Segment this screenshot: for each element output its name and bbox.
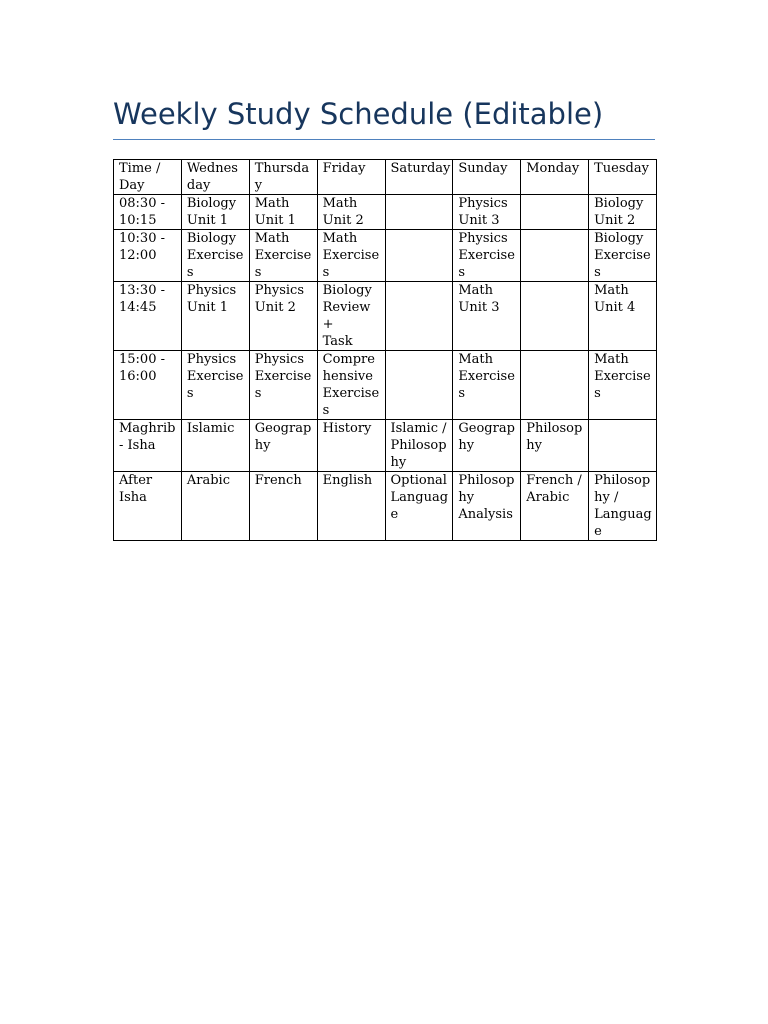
table-cell[interactable]: Biology Unit 2 <box>589 195 657 230</box>
header-row <box>114 160 657 195</box>
table-cell[interactable] <box>521 282 589 351</box>
header-cell-saturday[interactable]: Saturday <box>385 160 453 195</box>
table-cell[interactable]: Philosop hy Analysis <box>453 472 521 541</box>
table-cell[interactable]: Islamic <box>181 420 249 472</box>
time-slot-cell[interactable]: After Isha <box>114 472 182 541</box>
table-cell[interactable] <box>385 351 453 420</box>
document-title: Weekly Study Schedule (Editable) <box>113 97 604 131</box>
table-row <box>114 195 657 230</box>
table-cell[interactable]: French / Arabic <box>521 472 589 541</box>
header-cell-tuesday[interactable]: Tuesday <box>589 160 657 195</box>
time-slot-cell[interactable]: Maghrib - Isha <box>114 420 182 472</box>
header-cell-sunday[interactable]: Sunday <box>453 160 521 195</box>
table-cell[interactable]: Math Exercise s <box>317 230 385 282</box>
table-row <box>114 351 657 420</box>
time-slot-cell[interactable]: 10:30 - 12:00 <box>114 230 182 282</box>
table-cell[interactable] <box>385 195 453 230</box>
table-cell[interactable]: Physics Exercise s <box>181 351 249 420</box>
table-cell[interactable]: Optional Languag e <box>385 472 453 541</box>
title-underline-rule <box>113 139 655 140</box>
time-slot-cell[interactable]: 08:30 - 10:15 <box>114 195 182 230</box>
table-row <box>114 230 657 282</box>
table-cell[interactable]: Geograp hy <box>249 420 317 472</box>
table-cell[interactable]: Physics Exercise s <box>453 230 521 282</box>
table-cell[interactable]: Math Unit 1 <box>249 195 317 230</box>
table-cell[interactable]: Math Exercise s <box>589 351 657 420</box>
table-cell[interactable]: Biology Exercise s <box>589 230 657 282</box>
table-cell[interactable] <box>521 195 589 230</box>
table-cell[interactable]: Math Exercise s <box>249 230 317 282</box>
header-cell-monday[interactable]: Monday <box>521 160 589 195</box>
table-cell[interactable]: Math Unit 3 <box>453 282 521 351</box>
table-cell[interactable] <box>521 351 589 420</box>
table-cell[interactable]: Math Exercise s <box>453 351 521 420</box>
table-cell[interactable]: Biology Exercise s <box>181 230 249 282</box>
table-cell[interactable]: Geograp hy <box>453 420 521 472</box>
table-cell[interactable] <box>589 420 657 472</box>
table-cell[interactable]: History <box>317 420 385 472</box>
table-row <box>114 282 657 351</box>
table-cell[interactable]: Math Unit 2 <box>317 195 385 230</box>
table-cell[interactable]: Math Unit 4 <box>589 282 657 351</box>
table-cell[interactable]: English <box>317 472 385 541</box>
table-cell[interactable]: Physics Unit 1 <box>181 282 249 351</box>
table-cell[interactable] <box>385 282 453 351</box>
table-cell[interactable]: Compre hensive Exercise s <box>317 351 385 420</box>
schedule-table <box>113 159 657 541</box>
header-cell-thursday[interactable]: Thursda y <box>249 160 317 195</box>
header-cell-friday[interactable]: Friday <box>317 160 385 195</box>
table-cell[interactable] <box>385 230 453 282</box>
table-cell[interactable]: Physics Exercise s <box>249 351 317 420</box>
header-cell-time-day[interactable]: Time / Day <box>114 160 182 195</box>
table-cell[interactable]: French <box>249 472 317 541</box>
table-row <box>114 472 657 541</box>
table-cell[interactable]: Philosop hy <box>521 420 589 472</box>
time-slot-cell[interactable]: 13:30 - 14:45 <box>114 282 182 351</box>
table-cell[interactable]: Philosop hy / Languag e <box>589 472 657 541</box>
time-slot-cell[interactable]: 15:00 - 16:00 <box>114 351 182 420</box>
table-cell[interactable]: Physics Unit 2 <box>249 282 317 351</box>
table-cell[interactable] <box>521 230 589 282</box>
table-cell[interactable]: Islamic / Philosop hy <box>385 420 453 472</box>
table-cell[interactable]: Biology Unit 1 <box>181 195 249 230</box>
header-cell-wednesday[interactable]: Wednes day <box>181 160 249 195</box>
table-cell[interactable]: Arabic <box>181 472 249 541</box>
table-row <box>114 420 657 472</box>
table-cell[interactable]: Physics Unit 3 <box>453 195 521 230</box>
table-cell[interactable]: Biology Review + Task <box>317 282 385 351</box>
